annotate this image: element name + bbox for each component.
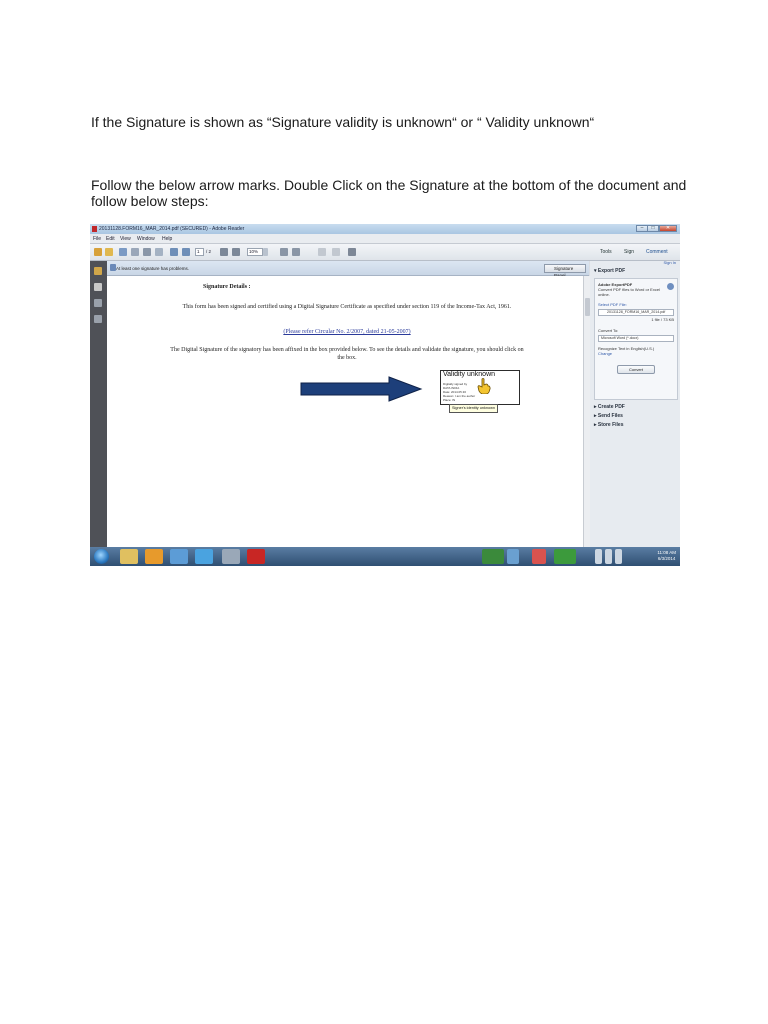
signature-detail-line: DATA INDIA — [443, 386, 460, 390]
windows-taskbar — [90, 547, 680, 566]
comment-tool-icon[interactable] — [318, 248, 326, 256]
minimize-button[interactable]: – — [636, 225, 648, 232]
bookmarks-icon[interactable] — [94, 299, 102, 307]
signer-identity-tooltip: Signer's identity unknown — [449, 404, 498, 413]
tray-time: 11:08 AM — [657, 550, 676, 555]
create-pdf-header[interactable]: ▸ Create PDF — [594, 404, 625, 410]
pdf-app-icon — [92, 226, 97, 232]
create-pdf-label: Create PDF — [597, 404, 625, 410]
menu-help[interactable]: Help — [162, 236, 173, 242]
menu-edit[interactable]: Edit — [106, 236, 115, 242]
start-button[interactable] — [94, 549, 109, 564]
convert-to-label: Convert To: — [598, 328, 619, 333]
doc-certification-text: This form has been signed and certified using a Digital Signature Certificate as specified under section 119 of the Income-Tax Act, 1961. — [182, 304, 512, 310]
zoom-in-icon[interactable] — [232, 248, 240, 256]
intro-paragraph-1: If the Signature is shown as “Signature validity is unknown“ or “ Validity unknown“ — [91, 114, 595, 130]
select-file-label: Select PDF File: — [598, 302, 627, 307]
selected-file-field[interactable]: 20131128_FORM16_MAR_2014.pdf — [598, 309, 674, 316]
signature-detail-line: Digitally signed by — [443, 382, 468, 386]
pages-icon[interactable] — [94, 283, 102, 291]
store-files-label: Store Files — [597, 422, 624, 428]
window-title: 20131128.FORM16_MAR_2014.pdf (SECURED) - Adobe Reader — [99, 226, 245, 232]
menu-file[interactable]: File — [93, 236, 102, 242]
menu-bar — [90, 234, 680, 244]
convert-to-select[interactable]: Microsoft Word (*.docx) — [598, 335, 674, 342]
doc-heading: Signature Details : — [203, 284, 251, 290]
print-icon[interactable] — [143, 248, 151, 256]
signature-notice-bar — [107, 261, 589, 276]
tools-right-pane — [590, 261, 680, 547]
hand-cursor-icon — [477, 378, 491, 394]
flag-tray-icon[interactable] — [595, 549, 602, 564]
navigation-pane — [90, 261, 107, 547]
store-files-header[interactable]: ▸ Store Files — [594, 422, 624, 428]
wifi-tray-icon[interactable] — [615, 549, 622, 564]
arrow-pointer-icon — [297, 376, 427, 402]
export-pdf-header[interactable]: ▾ Export PDF — [594, 268, 626, 274]
send-files-header[interactable]: ▸ Send Files — [594, 413, 623, 419]
signature-detail-line: Date: 2014.05.30 — [443, 390, 467, 394]
export-service-title: Adobe ExportPDF — [598, 282, 633, 287]
toolbar — [90, 244, 680, 261]
pdf-page — [107, 276, 583, 547]
info-icon — [667, 283, 674, 290]
tray-clock[interactable] — [657, 550, 676, 562]
signal-icon[interactable] — [507, 549, 519, 564]
page-total: / 2 — [206, 249, 212, 254]
doc-circular-link[interactable]: (Please refer Circular No. 2/2007, dated 21-05-2007) — [283, 329, 411, 335]
recognize-text-label: Recognize Text in English(U.S.) — [598, 346, 655, 351]
export-pdf-panel — [594, 278, 678, 400]
signature-validity-title: Validity unknown — [443, 371, 496, 378]
intro-paragraph-2: Follow the below arrow marks. Double Click on the Signature at the bottom of the document and follow below steps: — [91, 177, 687, 209]
security-tray-icon[interactable] — [532, 549, 546, 564]
save-icon[interactable] — [131, 248, 139, 256]
outlook-taskbar-icon[interactable] — [145, 549, 163, 564]
convert-button[interactable]: Convert — [617, 365, 655, 374]
menu-view[interactable]: View — [120, 236, 131, 242]
signature-panel-button[interactable]: Signature — [544, 264, 586, 273]
change-language-link[interactable]: Change — [598, 351, 613, 356]
sign-in-link[interactable]: Sign In — [663, 260, 676, 265]
network-meter-icon[interactable] — [482, 549, 504, 564]
adobe-reader-screenshot — [90, 224, 680, 566]
doc-signature-instructions: The Digital Signature of the signatory has been affixed in the box provided below. To see the details and validate the signature, you should click on the box. — [170, 347, 524, 361]
sign-tab[interactable]: Sign — [624, 249, 635, 255]
edit-icon[interactable] — [119, 248, 127, 256]
open-icon[interactable] — [105, 248, 113, 256]
full-screen-icon[interactable] — [348, 248, 356, 256]
adobe-reader-taskbar-icon[interactable] — [247, 549, 265, 564]
app-taskbar-icon[interactable] — [222, 549, 240, 564]
signature-field[interactable] — [440, 370, 520, 405]
lync-taskbar-icon[interactable] — [170, 549, 188, 564]
page-number-input[interactable]: 1 — [195, 248, 204, 256]
volume-tray-icon[interactable] — [605, 549, 612, 564]
explorer-taskbar-icon[interactable] — [120, 549, 138, 564]
tools-tab[interactable]: Tools — [600, 249, 612, 255]
notice-text: At least one signature has problems. — [116, 266, 190, 271]
attachments-icon[interactable] — [94, 267, 102, 275]
highlight-tool-icon[interactable] — [332, 248, 340, 256]
zoom-out-icon[interactable] — [220, 248, 228, 256]
zoom-dropdown-icon[interactable] — [263, 248, 268, 256]
internet-explorer-taskbar-icon[interactable] — [195, 549, 213, 564]
page-up-icon[interactable] — [170, 248, 178, 256]
comment-tab[interactable]: Comment — [646, 249, 668, 255]
zoom-level-input[interactable]: 10% — [247, 248, 263, 256]
menu-window[interactable]: Window — [137, 236, 155, 242]
tray-date: 6/3/2014 — [657, 556, 676, 561]
export-pdf-label: Export PDF — [597, 268, 626, 274]
create-icon[interactable] — [94, 248, 102, 256]
signatures-icon[interactable] — [94, 315, 102, 323]
fit-page-icon[interactable] — [280, 248, 288, 256]
close-button[interactable]: ✕ — [659, 225, 677, 232]
fit-width-icon[interactable] — [292, 248, 300, 256]
battery-tray-icon[interactable] — [554, 549, 576, 564]
file-count: 1 file / 73 KB — [651, 317, 674, 322]
send-files-label: Send Files — [597, 413, 623, 419]
signature-detail-line: Place: IN — [443, 398, 456, 402]
window-titlebar — [90, 224, 680, 234]
export-description: Convert PDF files to Word or Excel online. — [598, 287, 660, 297]
page-down-icon[interactable] — [182, 248, 190, 256]
maximize-button[interactable]: □ — [647, 225, 659, 232]
signature-detail-line: Reason: I am the author — [443, 394, 476, 398]
email-icon[interactable] — [155, 248, 163, 256]
